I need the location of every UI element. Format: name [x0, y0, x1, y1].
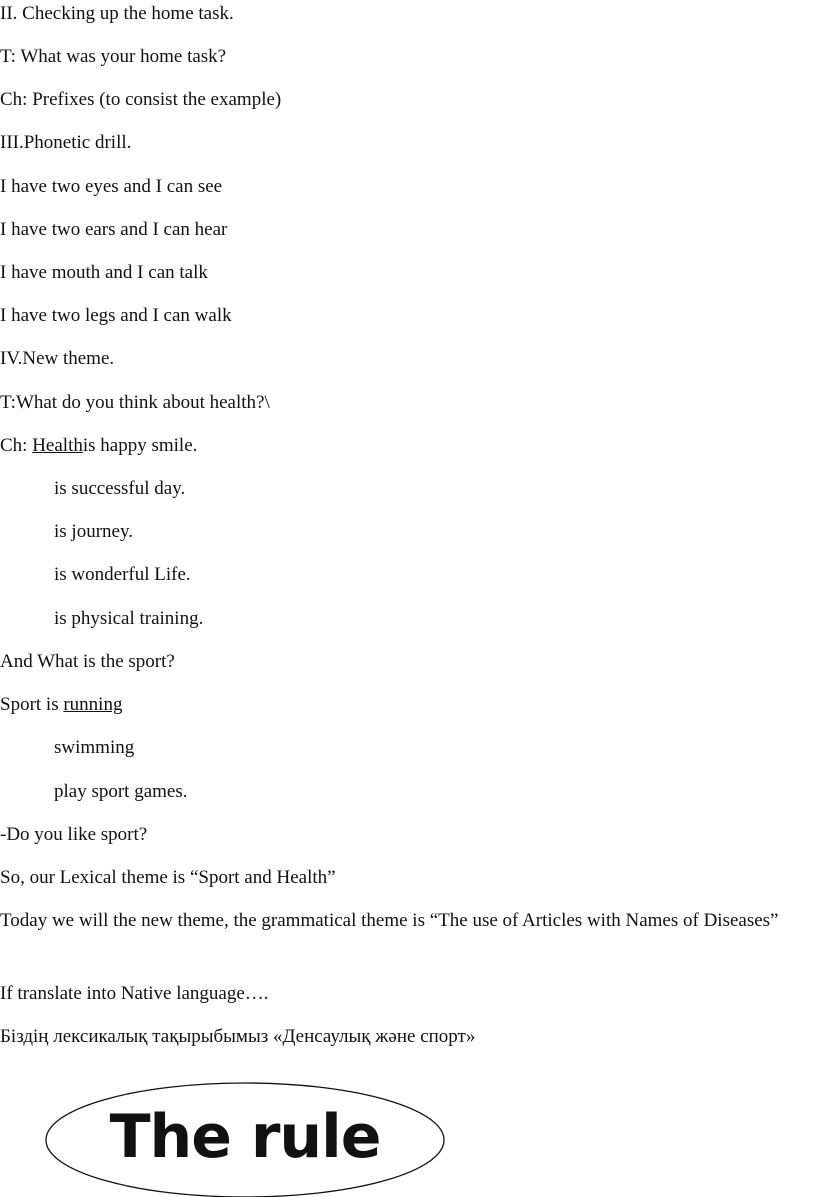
speaker-label: Ch:	[0, 435, 33, 456]
line-text: Sport is	[0, 694, 64, 715]
dialogue-line: T: What was your home task?	[0, 46, 227, 67]
section-heading-checking-home-task: II. Checking up the home task.	[0, 3, 234, 24]
dialogue-line: And What is the sport?	[0, 651, 175, 672]
rule-callout	[44, 1080, 446, 1197]
section-heading-phonetic-drill: III.Phonetic drill.	[0, 132, 132, 153]
dialogue-line	[0, 694, 122, 716]
poem-line: I have two ears and I can hear	[0, 219, 228, 240]
section-heading-new-theme: IV.New theme.	[0, 348, 115, 369]
dialogue-line: -Do you like sport?	[0, 824, 148, 845]
poem-line: I have mouth and I can talk	[0, 262, 208, 283]
line-text: is happy smile.	[82, 435, 198, 456]
dialogue-line: So, our Lexical theme is “Sport and Health”	[0, 867, 336, 888]
underlined-word: running	[63, 694, 123, 715]
kazakh-translation-line: Біздің лексикалық тақырыбымыз «Денсаулық және спорт»	[0, 1026, 476, 1047]
list-item: swimming	[54, 737, 135, 758]
dialogue-line: T:What do you think about health?\	[0, 392, 270, 413]
list-item: is journey.	[54, 521, 133, 542]
list-item: is wonderful Life.	[54, 564, 191, 585]
poem-line: I have two eyes and I can see	[0, 176, 223, 197]
rule-title: The rule	[109, 1102, 381, 1172]
list-item: is physical training.	[54, 608, 204, 629]
paragraph: Today we will the new theme, the grammatical theme is “The use of Articles with Names of Diseases”	[0, 910, 779, 931]
underlined-word: Health	[32, 435, 83, 456]
dialogue-line: Ch: Prefixes (to consist the example)	[0, 89, 282, 110]
poem-line: I have two legs and I can walk	[0, 305, 232, 326]
list-item: play sport games.	[54, 781, 188, 802]
dialogue-line	[0, 435, 197, 457]
dialogue-line: If translate into Native language….	[0, 983, 269, 1004]
list-item: is successful day.	[54, 478, 186, 499]
